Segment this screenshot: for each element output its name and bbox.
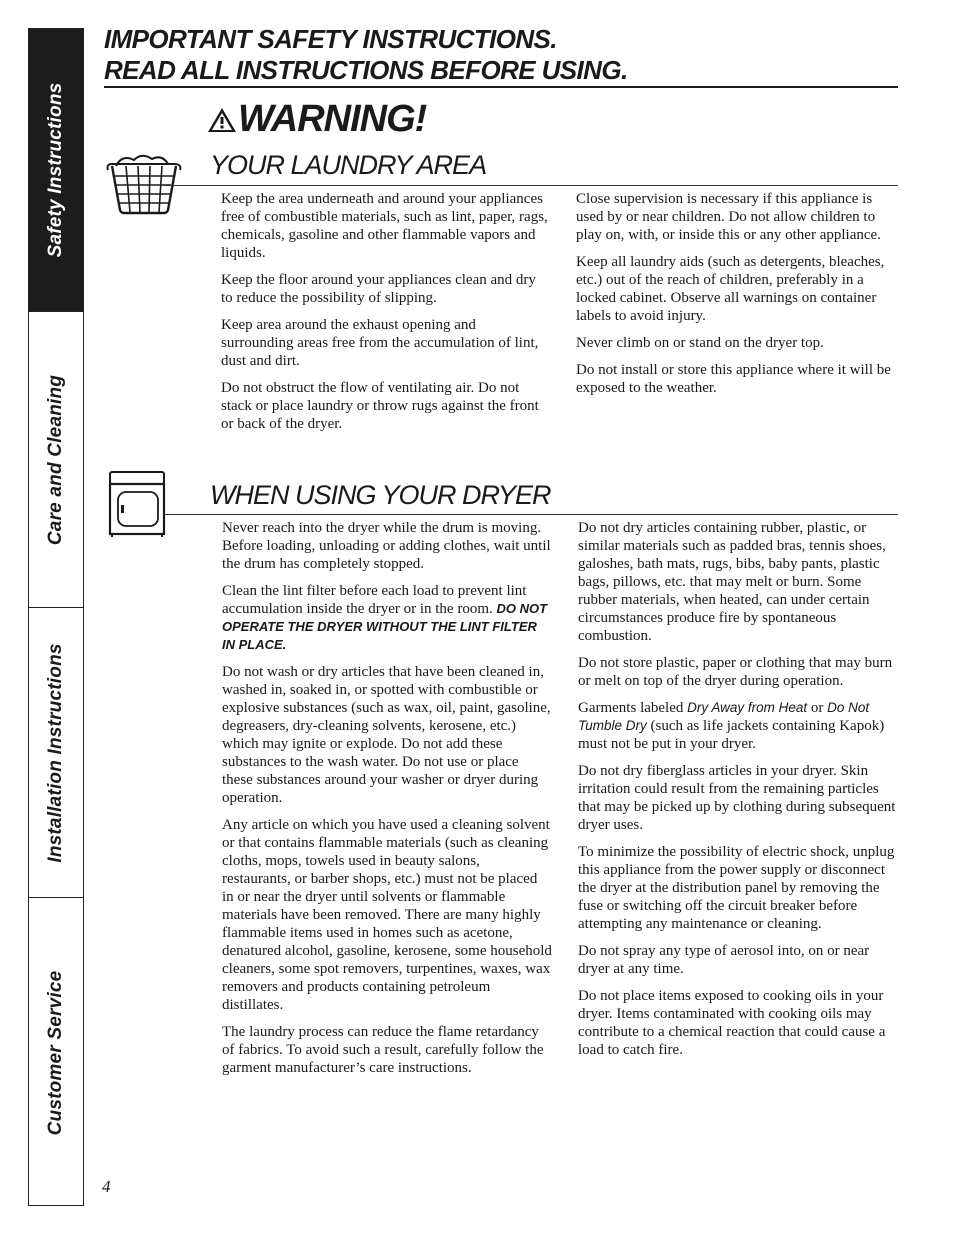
header-line-1: IMPORTANT SAFETY INSTRUCTIONS. xyxy=(104,24,557,54)
warning-heading xyxy=(206,98,426,141)
paragraph: Do not dry articles containing rubber, plastic, or similar materials such as padded bras, tennis shoes, galoshes, bath mats, rugs, bibs, baby pants, plastic bags, pillows, etc. that may melt or burn. Some rubber materials, when heated, can under certain circumstances produce fire by spontaneous combustion. xyxy=(578,520,886,644)
page-number: 4 xyxy=(102,1177,111,1196)
paragraph: Do not place items exposed to cooking oils in your dryer. Items contaminated with cooking oils may contribute to a chemical reaction that could cause a load to catch fire. xyxy=(578,988,886,1058)
paragraph: Never climb on or stand on the dryer top. xyxy=(576,335,824,351)
laundry-area-left-column xyxy=(221,190,551,442)
paragraph: Do not dry fiberglass articles in your dryer. Skin irritation could result from the remaining particles that may be picked up by clothing during subsequent dryer uses. xyxy=(578,763,896,833)
garment-label-no-tumble: Do Not Tumble Dry xyxy=(578,700,870,733)
tab-label: Installation Instructions xyxy=(45,642,66,863)
paragraph-text: Garments labeled xyxy=(578,700,688,716)
paragraph: Keep all laundry aids (such as detergents, bleaches, etc.) out of the reach of children, preferably in a locked cabinet. Observe all warnings on container labels to avoid injury. xyxy=(576,254,885,324)
lint-filter-warning: DO NOT OPERATE THE DRYER WITHOUT THE LINT FILTER IN PLACE. xyxy=(222,601,548,652)
paragraph: Any article on which you have used a cleaning solvent or that contains flammable materials (such as cleaning cloths, mops, towels used in beauty salons, restaurants, or barber shops, etc.) must not be placed in or near the dryer until solvents or flammable materials have been removed. There are many highly flammable items used in homes such as acetone, denatured alcohol, gasoline, kerosene, some household cleaners, some spot removers, turpentines, waxes, wax removers and products containing petroleum distillates. xyxy=(222,817,552,1013)
laundry-basket-icon xyxy=(104,152,184,216)
tab-label: Customer Service xyxy=(45,970,66,1135)
paragraph xyxy=(222,582,552,654)
paragraph: Do not spray any type of aerosol into, on or near dryer at any time. xyxy=(578,943,870,977)
paragraph: Do not wash or dry articles that have been cleaned in, washed in, soaked in, or spotted with combustible or explosive substances (such as wax, oil, paint, gasoline, degreasers, dry-cleaning solvents, kerosene, etc.) which may ignite or explode. Do not add these substances to the wash water. Do not use or place these substances around your washer or dryer during operation. xyxy=(222,664,551,806)
header-divider xyxy=(104,86,898,88)
section-divider xyxy=(164,514,898,515)
paragraph-text: or xyxy=(807,700,828,716)
paragraph: Keep area around the exhaust opening and surrounding areas free from the accumulation of lint, dust and dirt. xyxy=(221,317,539,369)
warning-triangle-icon xyxy=(206,106,238,134)
garment-label-dry-away: Dry Away from Heat xyxy=(687,700,808,715)
paragraph: Keep the floor around your appliances clean and dry to reduce the possibility of slipping. xyxy=(221,272,536,306)
page-header xyxy=(104,24,898,86)
section-title-using-dryer: WHEN USING YOUR DRYER xyxy=(210,480,551,510)
paragraph: Do not obstruct the flow of ventilating air. Do not stack or place laundry or throw rugs against the front or back of the dryer. xyxy=(221,380,539,432)
dryer-icon xyxy=(108,470,166,538)
section-title-laundry-area: YOUR LAUNDRY AREA xyxy=(210,150,487,180)
paragraph-text: Clean the lint filter before each load to prevent lint accumulation inside the dryer or in the room. xyxy=(222,583,527,617)
section-divider xyxy=(164,185,898,186)
paragraph: Close supervision is necessary if this appliance is used by or near children. Do not allow children to play on, with, or inside this or any other appliance. xyxy=(576,191,881,243)
tab-care-and-cleaning[interactable] xyxy=(29,312,83,608)
tab-installation-instructions[interactable] xyxy=(29,608,83,898)
section-tab-bar xyxy=(28,28,84,1206)
tab-label: Care and Cleaning xyxy=(45,374,66,545)
paragraph: The laundry process can reduce the flame retardancy of fabrics. To avoid such a result, carefully follow the garment manufacturer’s care instructions. xyxy=(222,1024,544,1076)
laundry-area-right-column xyxy=(576,190,902,406)
tab-safety-instructions[interactable] xyxy=(29,29,83,312)
tab-label: Safety Instructions xyxy=(45,82,66,258)
using-dryer-left-column xyxy=(222,519,552,1086)
paragraph: Never reach into the dryer while the drum is moving. Before loading, unloading or adding clothes, wait until the drum has completely stopped. xyxy=(222,520,551,572)
tab-customer-service[interactable] xyxy=(29,898,83,1207)
using-dryer-right-column xyxy=(578,519,902,1068)
paragraph: Do not store plastic, paper or clothing that may burn or melt on top of the dryer during operation. xyxy=(578,655,893,689)
paragraph: To minimize the possibility of electric shock, unplug this appliance from the power supply or disconnect the dryer at the distribution panel by removing the fuse or switching off the circuit breaker before attempting any maintenance or cleaning. xyxy=(578,844,895,932)
header-line-2: READ ALL INSTRUCTIONS BEFORE USING. xyxy=(104,55,628,85)
paragraph xyxy=(578,699,902,753)
paragraph-text: (such as life jackets containing Kapok) must not be put in your dryer. xyxy=(578,718,885,752)
paragraph: Do not install or store this appliance where it will be exposed to the weather. xyxy=(576,362,891,396)
paragraph: Keep the area underneath and around your appliances free of combustible materials, such as lint, paper, rags, chemicals, gasoline and other flammable vapors and liquids. xyxy=(221,191,548,261)
warning-title: WARNING! xyxy=(238,98,427,140)
